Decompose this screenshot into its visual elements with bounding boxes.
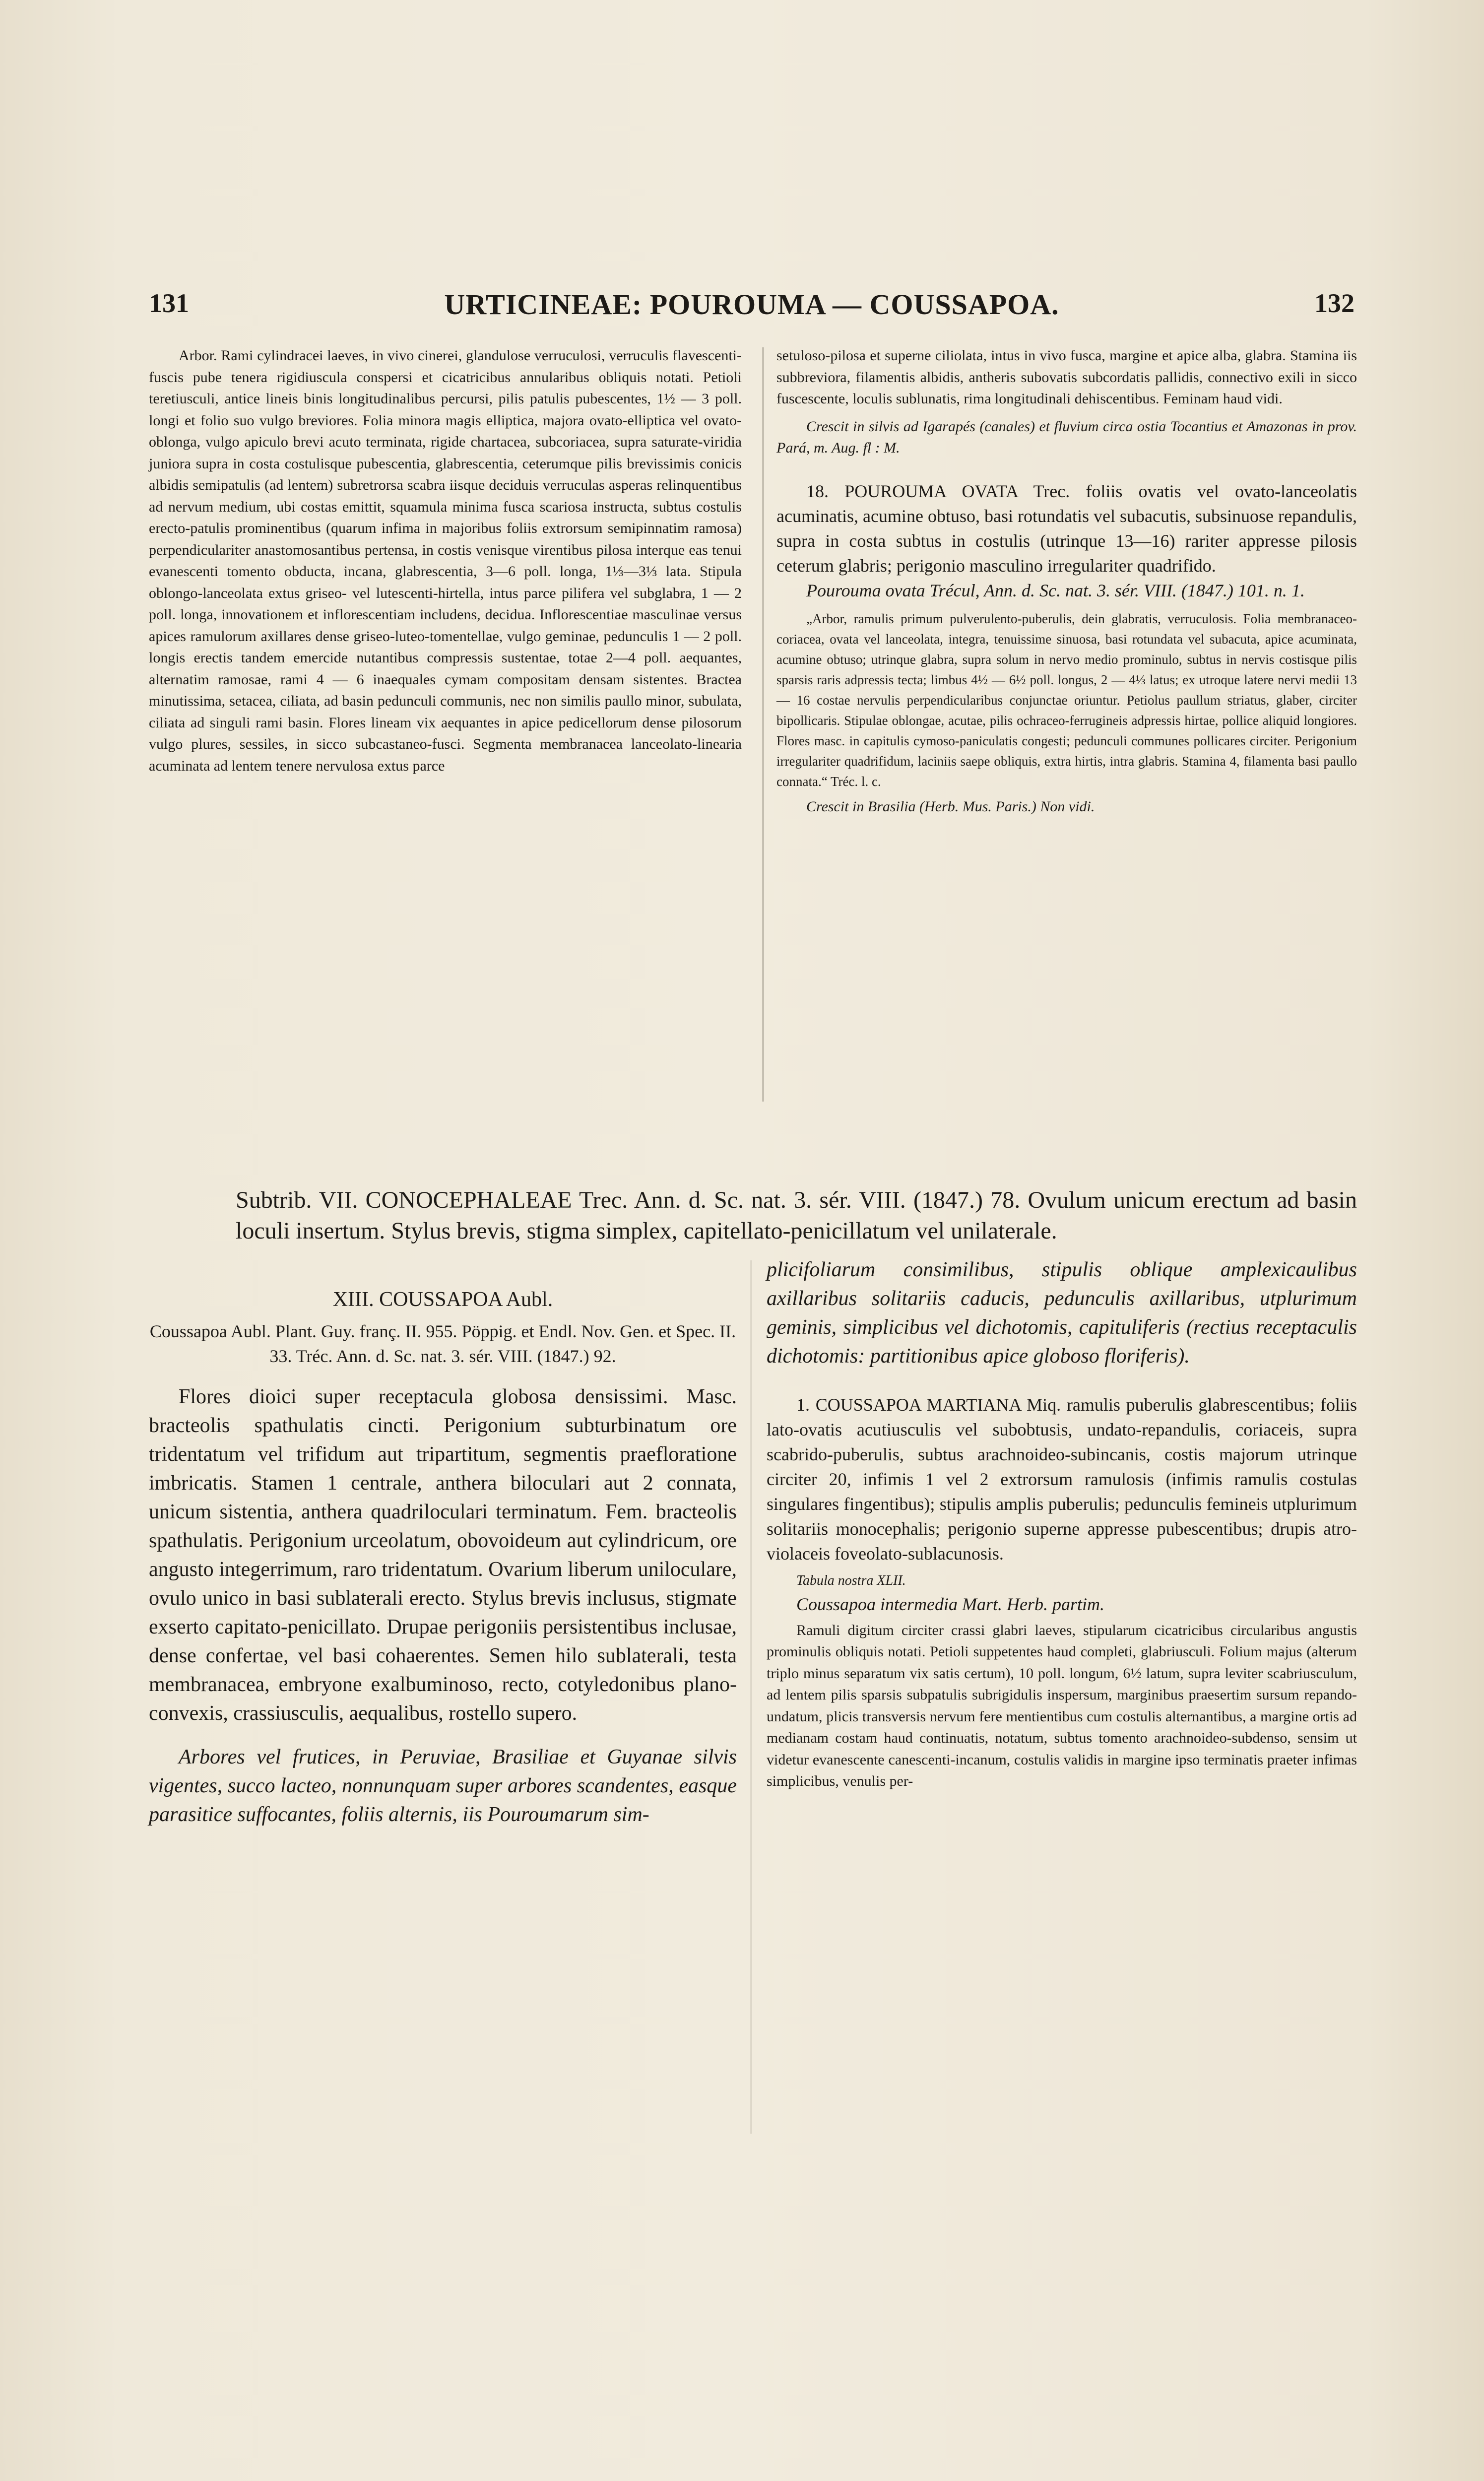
top-right-column <box>776 345 1357 817</box>
genus-title: XIII. COUSSAPOA Aubl. <box>332 1288 553 1311</box>
species-18-habitat: Crescit in Brasilia (Herb. Mus. Paris.) Non vidi. <box>806 798 1095 815</box>
stamina-description: setuloso-pilosa et superne ciliolata, intus in vivo fusca, margine et apice alba, glabra. Stamina iis subbreviora, filamentis albidis, antheris subovatis subcordatis pallidis, connectivo exili in sicco fuscescente, loculis sublunatis, rima longitudinali dehiscentibus. Feminam haud vidi. <box>776 347 1357 407</box>
habitat-note: Crescit in silvis ad Igarapés (canales) et fluvium circa ostia Tocantius et Amazonas in prov. Pará, m. Aug. fl : M. <box>776 418 1357 456</box>
bottom-left-column <box>149 1285 737 1829</box>
running-title: URTICINEAE: POUROUMA — COUSSAPOA. <box>444 288 1059 321</box>
column-rule-top <box>763 347 764 1102</box>
subtribe-text: Subtrib. VII. CONOCEPHALEAE Trec. Ann. d. Sc. nat. 3. sér. VIII. (1847.) 78. Ovulum unicum erectum ad basin loculi insertum. Stylus brevis, stigma simplex, capitellato-penicillatum vel unilaterale. <box>236 1187 1357 1244</box>
page-header <box>149 288 1355 327</box>
arbor-description: Arbor. Rami cylindracei laeves, in vivo cinerei, glandulose verruculosi, verruculis flavescenti-fuscis pube tenera rigidiuscula conspersi et cicatricibus annularibus obliquis notati. Petioli teretiusculi, antice lineis binis longitudinalibus percursi, pilis patulis pubescentes, 1½ — 3 poll. longi et folio suo vulgo breviores. Folia minora magis elliptica, majora ovato-elliptica vel ovato-oblonga, vulgo apiculo brevi acuto terminata, rigide chartacea, subcoriacea, supra saturate-viridia juniora supra in costa costulisque pubescentia, glabrescentia, ceterumque pilis brevissimis conicis albidis semipatulis (ad lentem) subretrorsa scabra iisque deciduis verruculas asperas relinquentibus ad nervum medium, ubi costas emittit, squamula minima fusca scariosa instructa, subtus costulis erecto-patulis prominentibus (quarum infima in majoribus foliis extrorsum semipinnatim ramosa) perpendiculariter anastomosantibus pertensa, in costis venisque virentibus pilosa interque eas tenui evanescenti tomento obducta, incana, glabrescentia, 3—6 poll. longa, 1⅓—3⅓ lata. Stipula oblongo-lanceolata extus griseo- vel lutescenti-hirtella, intus parce pilifera vel subglabra, 1 — 2 poll. longa, innovationem et inflorescentiam includens, decidua. Inflorescentiae masculinae versus apices ramulorum axillares dense griseo-luteo-tomentellae, vulgo geminae, pedunculis 1 — 2 poll. longis erectis tandem emercide nutantibus compressis sustentae, totae 2—4 poll. aequantes, alternatim ramosae, rami 4 — 6 inaequales cymam compositam densam sistentes. Bractea minutissima, setacea, ciliata, ad basin pedunculi communis, nec non similis paullo minor, subulata, ciliata ad singuli rami basin. Flores lineam vix aequantes in apice pedicellorum dense pilosorum vulgo plures, sessiles, in sicco subcastaneo-fusci. Segmenta membranacea lanceolato-linearia acuminata ad lentem tenere nervulosa extus parce <box>149 347 742 774</box>
genus-habit: Arbores vel frutices, in Peruviae, Brasiliae et Guyanae silvis vigentes, succo lacteo, nonnunquam super arbores scandentes, easque parasitice suffocantes, foliis alternis, iis Pouroumarum sim- <box>149 1746 737 1826</box>
genus-habit-continued: plicifoliarum consimilibus, stipulis oblique amplexicaulibus axillaribus solitariis caducis, pedunculis axillaribus, utplurimum geminis, simplicibus vel dichotomis, capituliferis (rectius receptaculis dichotomis: partitionibus apice globoso floriferis). <box>767 1258 1357 1368</box>
species-1-diagnosis: 1. COUSSAPOA MARTIANA Miq. ramulis puberulis glabrescentibus; foliis lato-ovatis acutiusculis vel subobtusis, undato-repandulis, coriaceis, supra scabrido-puberulis, subtus arachnoideo-subincanis, costis majorum utrinque circiter 20, infimis 1 vel 2 extrorsum ramulosis (infimis ramulis costulas singulares fingentibus); stipulis amplis puberulis; pedunculis femineis utplurimum solitariis monocephalis; perigonio superne appresse pubescentibus; drupis atro-violaceis foveolato-sublacunosis. <box>767 1395 1357 1564</box>
bottom-right-column <box>767 1255 1357 1792</box>
column-rule-bottom <box>751 1260 752 2134</box>
page-number-right: 132 <box>1314 288 1355 318</box>
species-1-description: Ramuli digitum circiter crassi glabri laeves, stipularum cicatricibus circularibus angustis prominulis obliquis notati. Petioli suppetentes haud completi, glabriusculi. Folium majus (alterum triplo minus separatum vix satis certum), 10 poll. longum, 6½ latum, supra leviter scabriusculum, ad lentem pilis sparsis subpatulis subrigidulis inspersum, marginibus praesertim sursum repando-undatum, plicis transversis nervum fere mentientibus cum costulis alternantibus, a margine ortis ad medianam costam haud continuatis, notatum, subtus tomento arachnoideo-subdenso, sensim ut videtur evanescente canescenti-incanum, costulis validis in margine ipso terminatis praeter infimas simplicibus, venulis per- <box>767 1622 1357 1789</box>
species-18-diagnosis: 18. POUROUMA OVATA Trec. foliis ovatis vel ovato-lanceolatis acuminatis, acumine obtuso, basi rotundatis vel subacutis, subsinuose repandulis, supra in costa subtus in costulis (utrinque 13—16) rariter appresse pilosis ceterum glabris; perigonio masculino irregulariter quadrifido. <box>776 481 1357 576</box>
page-number-left: 131 <box>149 288 189 318</box>
top-left-column <box>149 345 742 777</box>
genus-references: Coussapoa Aubl. Plant. Guy. franç. II. 955. Pöppig. et Endl. Nov. Gen. et Spec. II. 33. Tréc. Ann. d. Sc. nat. 3. sér. VIII. (1847.) 92. <box>149 1321 736 1366</box>
species-1-synonym: Coussapoa intermedia Mart. Herb. partim. <box>796 1594 1104 1614</box>
trecul-quote: „Arbor, ramulis primum pulverulento-puberulis, dein glabratis, verruculosis. Folia membranaceo-coriacea, ovata vel lanceolata, integra, tenuissime sinuosa, basi rotundata vel subacuta, apice acuminata, acumine obtuso; utrinque glabra, supra solum in nervo medio prominulo, subtus in nervis costisque pilis sparsis raris adpressis tecta; limbus 4½ — 6½ poll. longus, 2 — 4⅓ latus; ex utroque latere nervi medii 13 — 16 costae nervulis perpendicularibus conjunctae oriuntur. Petiolus paullum striatus, glaber, circiter bipollicaris. Stipulae oblongae, acutae, pilis ochraceo-ferrugineis adpressis hirtae, pollice aliquid longiores. Flores masc. in capitulis cymoso-paniculatis congesti; pedunculi communes pollicares circiter. Perigonium irregulariter quadrifidum, laciniis saepe obliquis, extra hirtis, intra glabris. Stamina 4, filamenta basi paullo connata.“ Tréc. l. c. <box>776 611 1357 789</box>
species-18-synonym: Pourouma ovata Trécul, Ann. d. Sc. nat. 3. sér. VIII. (1847.) 101. n. 1. <box>806 580 1305 600</box>
plate-reference: Tabula nostra XLII. <box>796 1573 906 1588</box>
subtribe-heading <box>236 1185 1357 1246</box>
genus-description: Flores dioici super receptacula globosa densissimi. Masc. bracteolis spathulatis cincti. Perigonium subturbinatum ore tridentatum vel trifidum aut tripartitum, segmentis praefloratione imbricatis. Stamen 1 centrale, anthera biloculari aut 2 connata, unicum sistentia, anthera quadriloculari terminatum. Fem. bracteolis spathulatis. Perigonium urceolatum, obovoideum aut cylindricum, ore angusto integerrimum, raro tridentatum. Ovarium liberum uniloculare, ovulo unico in basi sublaterali erecto. Stylus brevis inclusus, stigmate exserto capitato-penicillato. Drupae perigoniis persistentibus inclusae, dense confertae, vel basi cohaerentes. Semen hilo sublaterali, testa membranacea, embryone exalbuminoso, recto, cotyledonibus plano-convexis, crassiusculis, aequalibus, rostello supero. <box>149 1385 737 1725</box>
